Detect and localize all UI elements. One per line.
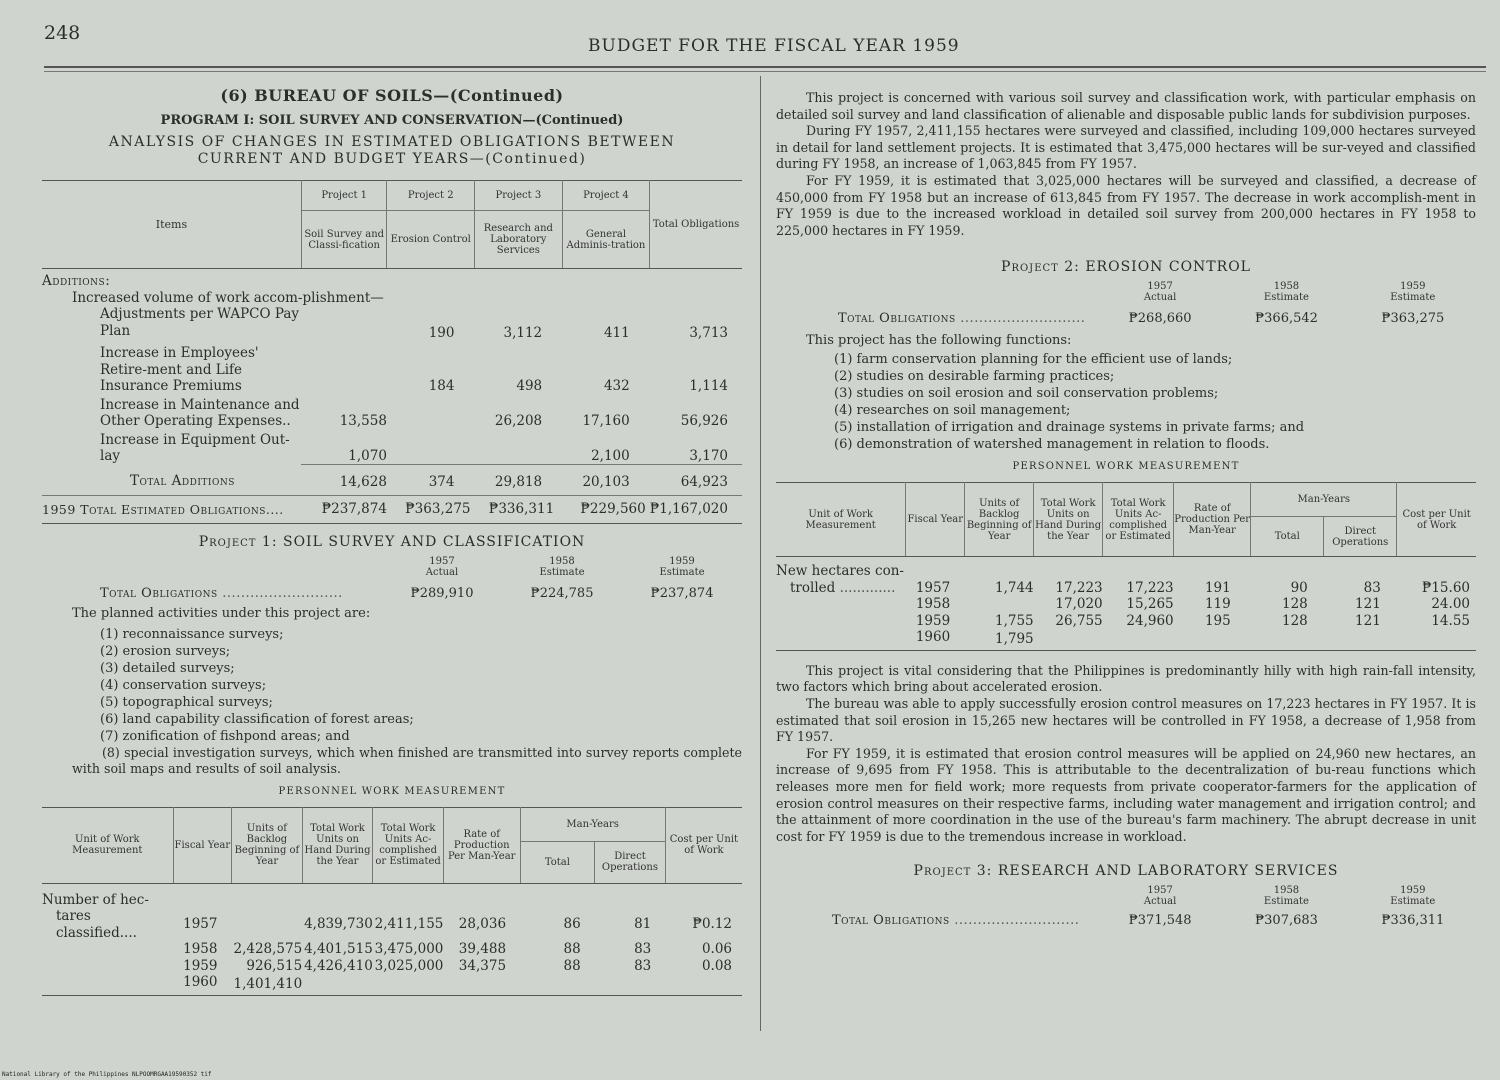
project-2-title: Project 2: EROSION CONTROL: [1001, 259, 1251, 276]
cell-total: [1251, 629, 1324, 650]
list-item: (6) land capability classification of forest areas;: [100, 711, 414, 727]
pwm-table-2: [776, 482, 1476, 651]
cell-cost: ₱15.60: [1421, 579, 1470, 596]
row-label: Increase in Employees' Retire-ment and Life Insurance Premiums: [100, 345, 259, 394]
year-col-2: [1223, 885, 1349, 907]
h-cost: Cost per Unit of Work: [665, 807, 742, 883]
list-item: (4) researches on soil management;: [834, 403, 1071, 419]
cell-p3: 498: [516, 378, 543, 394]
obligation-1959: ₱336,311: [1381, 913, 1445, 929]
obligation-1958: ₱366,542: [1254, 311, 1318, 327]
table-row: [42, 941, 742, 958]
project-1-obligations: [42, 556, 742, 601]
cell-total: 56,926: [680, 413, 728, 429]
cell-fy: 1959: [183, 957, 218, 974]
project-1-para-2: During FY 1957, 2,411,155 hectares were surveyed and classified, including 109,000 hectares surveyed in detail for land settlement projects. It is estimated that 3,475,000 hectares will be sur-veyed and classified during FY 1958, an increase of 1,063,845 from FY 1957.: [776, 123, 1476, 172]
h-accomp: Total Work Units Ac-complished or Estimated: [1103, 483, 1174, 557]
table-row: [776, 613, 1476, 630]
total-obligations-label: Total Obligations ...........................: [838, 311, 1086, 327]
cell-direct: [1324, 629, 1397, 650]
cell-onhand: 4,839,730: [304, 916, 373, 933]
h-backlog: Units of Backlog Beginning of Year: [232, 807, 303, 883]
year-1959: 1959: [1400, 281, 1426, 293]
analysis-title-line-2: CURRENT AND BUDGET YEARS—(Continued): [197, 151, 587, 167]
h-rate: Rate of Production Per Man-Year: [443, 807, 520, 883]
cell-backlog: [965, 596, 1034, 613]
cell-cost: 0.06: [701, 941, 732, 958]
cell-rate: 28,036: [458, 916, 507, 933]
cell-total: 3,170: [689, 447, 728, 464]
left-column: [42, 78, 742, 996]
bureau-title: (6) BUREAU OF SOILS—(Continued): [220, 86, 564, 105]
project-3-obligations: [776, 885, 1476, 928]
cell-cost: 0.08: [701, 957, 732, 974]
project-4-header: Project 4: [562, 181, 650, 211]
items-header: Items: [42, 181, 301, 269]
changes-row: [42, 395, 742, 430]
cell-backlog: 926,515: [246, 957, 303, 974]
h-onhand: Total Work Units on Hand During the Year: [302, 807, 373, 883]
pwm-title-2: PERSONNEL WORK MEASUREMENT: [1012, 461, 1240, 473]
list-item: (2) studies on desirable farming practices;: [834, 369, 1115, 385]
table-row: [776, 580, 1476, 597]
label-estimate: Estimate: [659, 566, 705, 578]
cell-rate: 119: [1204, 596, 1231, 613]
obligations-text: Total Obligations: [100, 585, 218, 601]
label-actual: Actual: [425, 566, 459, 578]
project-2-name: Erosion Control: [387, 211, 475, 269]
h-cost: Cost per Unit of Work: [1397, 483, 1476, 557]
cell-accomp: 2,411,155: [374, 916, 444, 933]
h-direct: Direct Operations: [1324, 517, 1397, 557]
cell-p3: ₱336,311: [488, 501, 555, 517]
obligation-1957: ₱371,548: [1128, 913, 1192, 929]
row-label: Increase in Maintenance and Other Operating Expenses..: [100, 396, 300, 429]
cell-accomp: 17,223: [1126, 579, 1174, 596]
pwm-table-1: [42, 807, 742, 996]
year-1957: 1957: [429, 555, 455, 567]
label-actual: Actual: [1143, 896, 1177, 908]
total-obligations-label: Total Obligations ...........................: [832, 913, 1080, 929]
project-1-name: Soil Survey and Classi-fication: [301, 211, 387, 269]
cell-accomp: 15,265: [1126, 596, 1174, 613]
cell-fy: 1960: [915, 629, 951, 646]
additions-label: Additions:: [42, 273, 111, 289]
list-item: (1) farm conservation planning for the efficient use of lands;: [834, 352, 1233, 368]
cell-direct: 121: [1355, 596, 1381, 613]
grand-total-row: [42, 496, 742, 524]
cell-backlog: 2,428,575: [233, 941, 303, 958]
h-unit: Unit of Work Measurement: [776, 483, 906, 557]
cell-p3: 3,112: [503, 324, 543, 341]
activity-8: (8) special investigation surveys, which when finished are transmitted into survey reports complete with soil maps and results of soil analysis.: [72, 744, 742, 777]
h-fy: Fiscal Year: [906, 483, 965, 557]
project-4-name: General Adminis-tration: [562, 211, 650, 269]
functions-intro: This project has the following functions:: [806, 333, 1072, 349]
h-direct: Direct Operations: [595, 841, 666, 883]
activities-intro: The planned activities under this project are:: [72, 605, 371, 621]
list-item: (2) erosion surveys;: [100, 643, 231, 659]
cell-total: 3,713: [689, 324, 728, 341]
h-backlog: Units of Backlog Beginning of Year: [965, 483, 1034, 557]
obligations-text: Total Obligations: [838, 311, 956, 327]
cell-p2: 184: [428, 378, 455, 394]
cell-fy: 1959: [915, 612, 951, 629]
year-col-2: [1223, 281, 1349, 303]
label-estimate: Estimate: [1390, 896, 1436, 908]
cell-cost: ₱0.12: [692, 916, 732, 933]
cell-total: ₱1,167,020: [649, 501, 728, 517]
project-2-para-1: This project is vital considering that the Philippines is predominantly hilly with high rain-fall intensity, two factors which bring about accelerated erosion.: [776, 662, 1476, 695]
cell-rate: 39,488: [458, 941, 507, 958]
changes-row: [42, 306, 742, 341]
cell-p3: [475, 430, 563, 465]
increased-volume-label: Increased volume of work accom-plishment—: [72, 289, 384, 306]
total-obligations-header: Total Obligations: [650, 181, 742, 269]
total-additions-label: Total Additions: [130, 472, 235, 489]
header-rule-thin: [44, 71, 1486, 72]
cell-direct: [595, 974, 666, 995]
project-1-title: Project 1: SOIL SURVEY AND CLASSIFICATION: [198, 533, 586, 550]
unit-label-2: tares classified....: [56, 908, 137, 941]
cell-p3: 29,818: [475, 465, 563, 496]
cell-backlog: 1,755: [995, 612, 1034, 629]
header-rule: [44, 66, 1486, 68]
year-1957: 1957: [1147, 885, 1173, 897]
cell-total: [520, 974, 595, 995]
h-onhand: Total Work Units on Hand During the Year: [1034, 483, 1103, 557]
cell-p2: 374: [387, 465, 475, 496]
cell-p4: 17,160: [582, 413, 630, 429]
scan-footer: National Library of the Philippines NLPOOMRGAA19590352 tif: [2, 1071, 212, 1078]
label-estimate: Estimate: [1390, 292, 1436, 304]
cell-total: 88: [563, 957, 581, 974]
cell-p1: 1,070: [348, 447, 387, 464]
page-number: 248: [44, 22, 81, 44]
list-item: (6) demonstration of watershed management in relation to floods.: [834, 437, 1270, 453]
list-item: (3) studies on soil erosion and soil conservation problems;: [834, 386, 1219, 402]
cell-direct: 121: [1355, 612, 1381, 629]
cell-p3: 26,208: [494, 413, 543, 429]
row-label: Increase in Equipment Out-lay: [100, 431, 290, 464]
column-divider: [760, 76, 761, 1031]
obligation-1957: ₱289,910: [410, 585, 474, 601]
cell-rate: 191: [1204, 579, 1231, 596]
cell-onhand: [302, 974, 373, 995]
year-1957: 1957: [1147, 281, 1173, 293]
cell-direct: 81: [634, 916, 652, 933]
cell-total: 128: [1281, 596, 1308, 613]
cell-rate: [443, 974, 520, 995]
year-1959: 1959: [1400, 885, 1426, 897]
cell-backlog: 1,401,410: [233, 976, 303, 993]
cell-fy: 1957: [915, 579, 951, 596]
changes-table: [42, 180, 742, 524]
year-col-3: [622, 556, 742, 578]
project-2-para-2: The bureau was able to apply successfully erosion control measures on 17,223 hectares in FY 1957. It is estimated that soil erosion in 15,265 new hectares will be controlled in FY 1958, a decrease of 1,958 from FY 1957.: [776, 696, 1476, 745]
cell-p2: [387, 430, 475, 465]
project-2-obligations: [776, 281, 1476, 326]
cell-p2: [387, 395, 475, 430]
table-row: [42, 908, 742, 941]
grand-total-label: 1959 Total Estimated Obligations....: [42, 502, 284, 517]
cell-total: 88: [563, 941, 581, 958]
cell-direct: 83: [634, 957, 652, 974]
cell-p1: 13,558: [339, 413, 387, 429]
unit-label-1: New hectares con-: [776, 563, 904, 580]
right-column: [776, 90, 1476, 928]
cell-rate: [1174, 629, 1251, 650]
cell-onhand: 17,020: [1055, 596, 1103, 613]
project-3-header: Project 3: [475, 181, 563, 211]
obligation-1958: ₱307,683: [1254, 913, 1318, 929]
project-3-name: Research and Laboratory Services: [475, 211, 563, 269]
year-col-2: [502, 556, 622, 578]
list-item: (5) installation of irrigation and drainage systems in private farms; and: [834, 420, 1305, 436]
cell-p4: 2,100: [591, 447, 630, 464]
cell-accomp: [1103, 629, 1174, 650]
table-row: [42, 974, 742, 995]
cell-p4: 411: [603, 324, 630, 341]
cell-p2: 190: [428, 324, 455, 341]
cell-fy: 1960: [183, 974, 218, 991]
project-3-title: Project 3: RESEARCH AND LABORATORY SERVICES: [913, 863, 1339, 880]
analysis-title: [42, 134, 742, 168]
project-2-header: Project 2: [387, 181, 475, 211]
cell-p1: ₱237,874: [321, 501, 387, 517]
cell-p4: ₱229,560: [580, 501, 646, 517]
cell-backlog: 1,795: [995, 631, 1034, 648]
obligation-1957: ₱268,660: [1128, 311, 1192, 327]
year-col-3: [1350, 885, 1476, 907]
cell-p1: [301, 341, 387, 395]
cell-backlog: 1,744: [995, 579, 1034, 596]
cell-total: 1,114: [689, 378, 728, 394]
year-1959: 1959: [669, 555, 695, 567]
cell-cost: 24.00: [1431, 596, 1470, 613]
cell-cost: [1397, 629, 1476, 650]
running-head: BUDGET FOR THE FISCAL YEAR 1959: [588, 36, 960, 56]
unit-label-1: Number of hec-: [42, 891, 149, 908]
list-item: (1) reconnaissance surveys;: [100, 626, 284, 642]
cell-direct: 83: [634, 941, 652, 958]
year-col-3: [1350, 281, 1476, 303]
cell-cost: [665, 974, 742, 995]
project-1-para-3: For FY 1959, it is estimated that 3,025,000 hectares will be surveyed and classified, a decrease of 450,000 from FY 1958 but an increase of 613,845 from FY 1957. The decrease in work accomplish-ment in FY 1959 is due to the increased workload in detailed soil survey from 200,000 hectares in FY 1958 to 225,000 hectares in FY 1959.: [776, 172, 1476, 238]
year-col-1: [1097, 885, 1223, 907]
obligation-1959: ₱363,275: [1381, 311, 1445, 327]
year-col-1: [1097, 281, 1223, 303]
label-estimate: Estimate: [539, 566, 585, 578]
cell-total: 90: [1290, 579, 1308, 596]
program-title: PROGRAM I: SOIL SURVEY AND CONSERVATION—(Continued): [160, 113, 624, 128]
pwm-title-1: PERSONNEL WORK MEASUREMENT: [278, 785, 506, 797]
cell-onhand: 17,223: [1055, 579, 1103, 596]
list-item: (3) detailed surveys;: [100, 660, 235, 676]
cell-onhand: 4,401,515: [304, 941, 373, 958]
activities-list: [42, 626, 742, 745]
cell-onhand: [1034, 629, 1103, 650]
h-total: Total: [520, 841, 595, 883]
cell-total: 86: [563, 916, 581, 933]
label-actual: Actual: [1143, 292, 1177, 304]
h-unit: Unit of Work Measurement: [42, 807, 173, 883]
list-item: (5) topographical surveys;: [100, 694, 273, 710]
project-1-para-1: This project is concerned with various soil survey and classification work, with particular emphasis on detailed soil survey and land classification of alienable and disposable public lands for subdivision purposes.: [776, 90, 1476, 122]
cell-rate: 34,375: [458, 957, 507, 974]
cell-accomp: [373, 974, 444, 995]
project-2-para-3: For FY 1959, it is estimated that erosion control measures will be applied on 24,960 new hectares, an increase of 9,695 from FY 1958. This is attributable to the decentralization of bu-reau functions which releases more men for field work; more requests from private cooperator-farmers for the application of erosion control measures on their respective farms, including water management and irrigation control; and the attainment of more coordination in the use of the bureau's farm machinery. The abrupt decrease in unit cost for FY 1959 is due to the tremendous increase in workload.: [776, 745, 1476, 844]
unit-label-2: trolled .............: [790, 579, 896, 596]
label-estimate: Estimate: [1263, 292, 1309, 304]
obligation-1958: ₱224,785: [530, 585, 594, 601]
year-1958: 1958: [549, 555, 575, 567]
year-1958: 1958: [1273, 885, 1300, 897]
cell-accomp: 3,025,000: [374, 957, 444, 974]
cell-onhand: 4,426,410: [304, 957, 373, 974]
cell-total: 128: [1281, 612, 1308, 629]
obligations-text: Total Obligations: [832, 913, 950, 929]
cell-accomp: 3,475,000: [374, 941, 444, 958]
list-item: (7) zonification of fishpond areas; and: [100, 728, 350, 744]
project-1-header: Project 1: [301, 181, 387, 211]
cell-p4: 432: [603, 378, 630, 394]
cell-onhand: 26,755: [1055, 612, 1103, 629]
cell-total: 64,923: [650, 465, 742, 496]
table-row: [776, 629, 1476, 650]
table-row: [776, 596, 1476, 613]
label-estimate: Estimate: [1263, 896, 1309, 908]
cell-fy: 1957: [183, 916, 218, 933]
h-manyears: Man-Years: [520, 807, 665, 841]
cell-cost: 14.55: [1431, 612, 1470, 629]
cell-p2: ₱363,275: [405, 501, 471, 517]
table-row: [42, 958, 742, 975]
cell-fy: 1958: [915, 596, 951, 613]
year-col-1: [382, 556, 502, 578]
unit-text: trolled: [790, 579, 836, 596]
h-total: Total: [1251, 517, 1324, 557]
changes-row: [42, 341, 742, 395]
obligation-1959: ₱237,874: [650, 585, 714, 601]
cell-p1: [301, 306, 387, 341]
cell-p1: 14,628: [301, 465, 387, 496]
cell-fy: 1958: [183, 941, 218, 958]
cell-backlog: [232, 908, 303, 941]
h-rate: Rate of Production Per Man-Year: [1174, 483, 1251, 557]
changes-row: [42, 430, 742, 465]
cell-accomp: 24,960: [1126, 612, 1174, 629]
total-additions-row: [42, 465, 742, 496]
h-manyears: Man-Years: [1251, 483, 1397, 517]
analysis-title-line-1: ANALYSIS OF CHANGES IN ESTIMATED OBLIGATIONS BETWEEN: [108, 134, 676, 150]
h-accomp: Total Work Units Ac-complished or Estimated: [373, 807, 444, 883]
row-label: Adjustments per WAPCO Pay Plan: [100, 306, 300, 339]
year-1958: 1958: [1273, 281, 1300, 293]
list-item: (4) conservation surveys;: [100, 677, 267, 693]
cell-direct: 83: [1363, 579, 1381, 596]
h-fy: Fiscal Year: [173, 807, 232, 883]
cell-rate: 195: [1204, 612, 1231, 629]
cell-p4: 20,103: [562, 465, 650, 496]
functions-list: [776, 351, 1476, 453]
total-obligations-label: Total Obligations ..........................: [100, 585, 343, 601]
